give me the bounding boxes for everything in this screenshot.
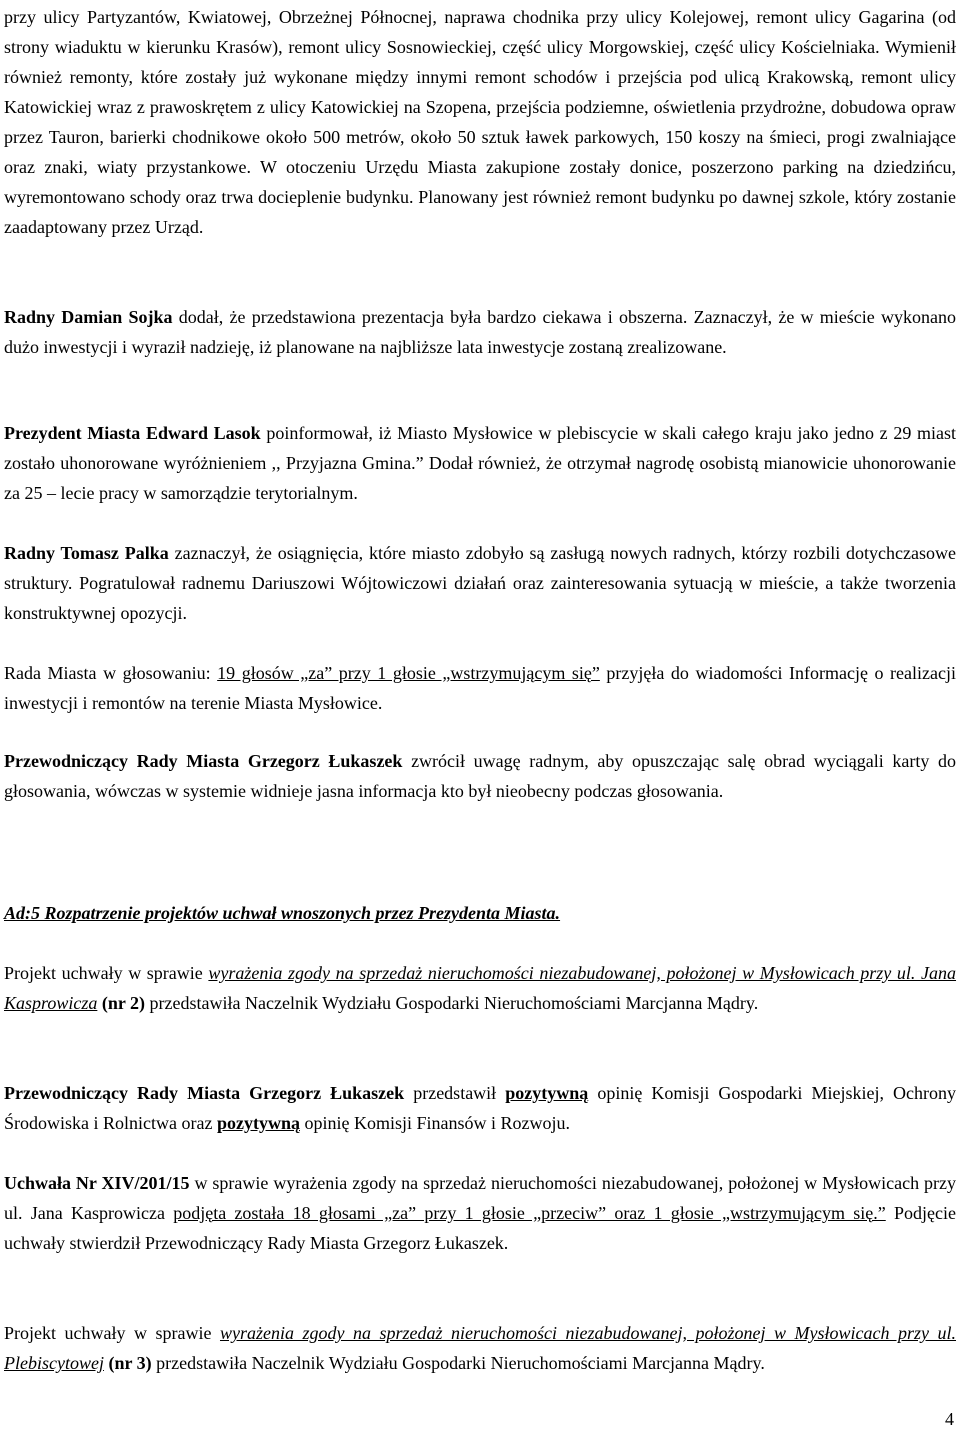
paragraph-text: przy ulicy Partyzantów, Kwiatowej, Obrzeżnej Północnej, naprawa chodnika przy ulicy Kolejowej, remont ulicy Gagarina (od strony wiaduktu w kierunku Krasów), remont ulicy Sosnowieckiej, część ulicy Morgowskiej, część ulicy Kościelniaka. Wymienił również remonty, które zostały już wykonane między innymi remont schodów i przejścia pod ulicą Krakowską, remont ulicy Katowickiej wraz z prawoskrętem z ulicy Katowickiej na Szopena, przejścia podziemne, oświetlenia przydrożne, dobudowa opraw przez Tauron, barierki chodnikowe około 500 metrów, około 50 sztuk ławek parkowych, 150 koszy na śmieci, progi zwalniające oraz znaki, wiaty przystankowe. W otoczeniu Urzędu Miasta zakupione zostały donice, poszerzono parking na dziedzińcu, wyremontowano schody oraz trwa docieplenie budynku. Planowany jest również remont budynku po dawnej szkole, który zostanie zaadaptowany przez Urząd. — [4, 7, 956, 237]
paragraph-text: w sprawie wyrażenia zgody na sprzedaż nieruchomości niezabudowanej, położonej w Mysłowicach przy ul. Jana Kasprowicza — [4, 1173, 956, 1223]
section-heading: Ad:5 Rozpatrzenie projektów uchwał wnoszonych przez Prezydenta Miasta. — [4, 903, 561, 923]
paragraph-text: Podjęcie uchwały stwierdził Przewodniczący Rady Miasta Grzegorz Łukaszek. — [4, 1203, 956, 1253]
paragraph-text: przedstawiła Naczelnik Wydziału Gospodarki Nieruchomościami Marcjanna Mądry. — [151, 1353, 765, 1373]
paragraph-text: opinię Komisji Gospodarki Miejskiej, Ochrony Środowiska i Rolnictwa oraz — [4, 1083, 957, 1133]
paragraph-project-nr2 — [4, 958, 956, 1018]
speaker-name: Radny Damian Sojka — [4, 307, 173, 327]
opinion-positive: pozytywną — [216, 1113, 300, 1133]
resolution-subject: wyrażenia zgody na sprzedaż nieruchomości niezabudowanej, położonej w Mysłowicach przy ul. Plebiscytowej — [4, 1323, 956, 1373]
paragraph-lasok — [4, 418, 956, 508]
paragraph-text: przyjęła do wiadomości Informację o realizacji inwestycji i remontów na terenie Miasta Mysłowice. — [4, 663, 956, 713]
paragraph-text: Projekt uchwały w sprawie — [4, 1323, 220, 1343]
resolution-number: Uchwała Nr XIV/201/15 — [4, 1173, 190, 1193]
paragraph-palka — [4, 538, 956, 628]
vote-result: 19 głosów „za” przy 1 głosie „wstrzymującym się” — [217, 663, 600, 683]
speaker-name: Prezydent Miasta Edward Lasok — [4, 423, 261, 443]
resolution-subject: wyrażenia zgody na sprzedaż nieruchomości niezabudowanej, położonej w Mysłowicach przy ul. Jana Kasprowicza — [4, 963, 957, 1013]
speaker-name: Przewodniczący Rady Miasta Grzegorz Łukaszek — [4, 1083, 405, 1103]
paragraph-sojka — [4, 302, 956, 362]
paragraph-resolution-adopted — [4, 1168, 956, 1258]
paragraph-project-nr3 — [4, 1318, 956, 1378]
paragraph-text: zwrócił uwagę radnym, aby opuszczając salę obrad wyciągali karty do głosowania, wówczas w systemie widnieje jasna informacja kto był nieobecny podczas głosowania. — [4, 751, 956, 801]
paragraph-vote-result — [4, 658, 956, 718]
vote-result: podjęta została 18 głosami „za” przy 1 głosie „przeciw” oraz 1 głosie „wstrzymującym się.” — [173, 1203, 886, 1223]
paragraph-investments — [4, 2, 956, 242]
speaker-name: Przewodniczący Rady Miasta Grzegorz Łukaszek — [4, 751, 403, 771]
paragraph-opinions — [4, 1078, 956, 1138]
opinion-positive: pozytywną — [505, 1083, 589, 1103]
paragraph-text: Projekt uchwały w sprawie — [4, 963, 209, 983]
paragraph-text: poinformował, iż Miasto Mysłowice w plebiscycie w skali całego kraju jako jedno z 29 miast zostało uhonorowane wyróżnieniem ,, Przyjazna Gmina.” Dodał również, że otrzymał nagrodę osobistą mianowicie uhonorowanie za 25 – lecie pracy w samorządzie terytorialnym. — [4, 423, 956, 503]
page-number: 4 — [945, 1409, 954, 1429]
paragraph-text: Rada Miasta w głosowaniu: — [4, 663, 218, 683]
speaker-name: Radny Tomasz Palka — [4, 543, 169, 563]
paragraph-text: opinię Komisji Finansów i Rozwoju. — [299, 1113, 570, 1133]
paragraph-text: zaznaczył, że osiągnięcia, które miasto zdobyło są zasługą nowych radnych, którzy rozbili dotychczasowe struktury. Pogratulował radnemu Dariuszowi Wójtowiczowi działań oraz zainteresowania sytuacją w mieście, a także tworzenia konstruktywnej opozycji. — [4, 543, 957, 623]
paragraph-text: przedstawiła Naczelnik Wydziału Gospodarki Nieruchomościami Marcjanna Mądry. — [145, 993, 759, 1013]
paragraph-text: przedstawił — [404, 1083, 506, 1103]
project-number: (nr 2) — [97, 993, 146, 1013]
paragraph-text: dodał, że przedstawiona prezentacja była bardzo ciekawa i obszerna. Zaznaczył, że w mieście wykonano dużo inwestycji i wyraził nadzieję, iż planowane na najbliższe lata inwestycje zostaną zrealizowane. — [4, 307, 956, 357]
project-number: (nr 3) — [103, 1353, 152, 1373]
paragraph-lukaszek-cards — [4, 746, 956, 806]
